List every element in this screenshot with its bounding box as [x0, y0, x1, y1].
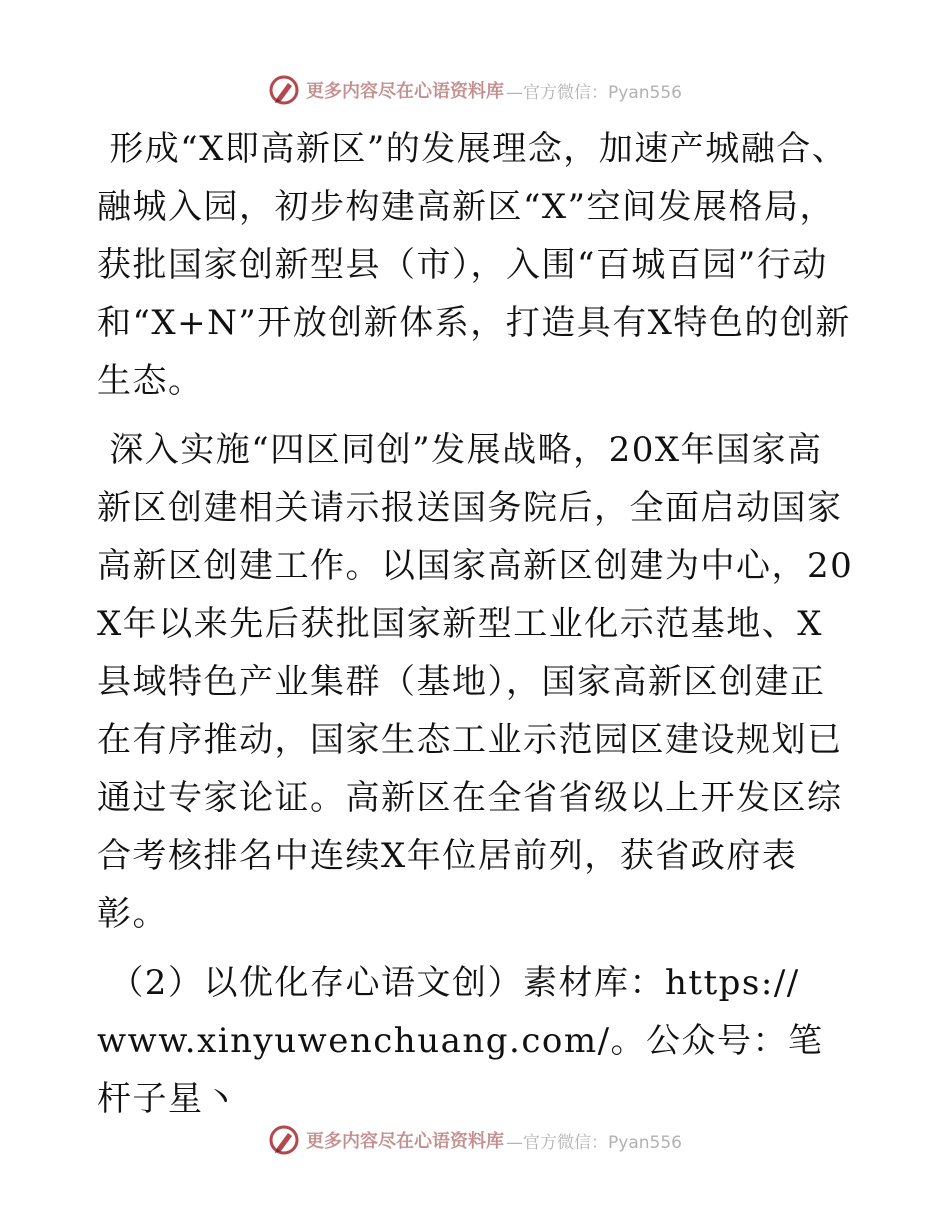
document-body: [97, 120, 857, 1128]
banner-wechat-text: —官方微信：Pyan556: [506, 82, 682, 103]
banner-main-text: 更多内容尽在心语资料库: [306, 81, 505, 102]
paragraph-2: 深入实施“四区同创”发展战略，20X年国家高新区创建相关请示报送国务院后，全面启动国家高新区创建工作。以国家高新区创建为中心，20X年以来先后获批国家新型工业化示范基地、X县域特色产业集群（基地），国家高新区创建正在有序推动，国家生态工业示范园区建设规划已通过专家论证。高新区在全省省级以上开发区综合考核排名中连续X年位居前列，获省政府表彰。: [97, 430, 854, 934]
pen-logo-icon: [268, 1124, 300, 1156]
pen-logo-icon: [268, 74, 300, 106]
paragraph-3: （2）以优化存心语文创）素材库：https:// www.xinyuwenchuang.com/。公众号：笔杆子星丶: [97, 963, 824, 1119]
paragraph-1: 形成“X即高新区”的发展理念，加速产城融合、融城入园，初步构建高新区“X”空间发展格局，获批国家创新型县（市），入围“百城百园”行动和“X+N”开放创新体系，打造具有X特色的创新生态。: [97, 129, 851, 401]
banner-wechat-text: —官方微信：Pyan556: [506, 1132, 682, 1153]
footer-watermark-banner: [0, 1120, 950, 1160]
header-watermark-banner: [0, 70, 950, 110]
banner-main-text: 更多内容尽在心语资料库: [306, 1131, 505, 1152]
